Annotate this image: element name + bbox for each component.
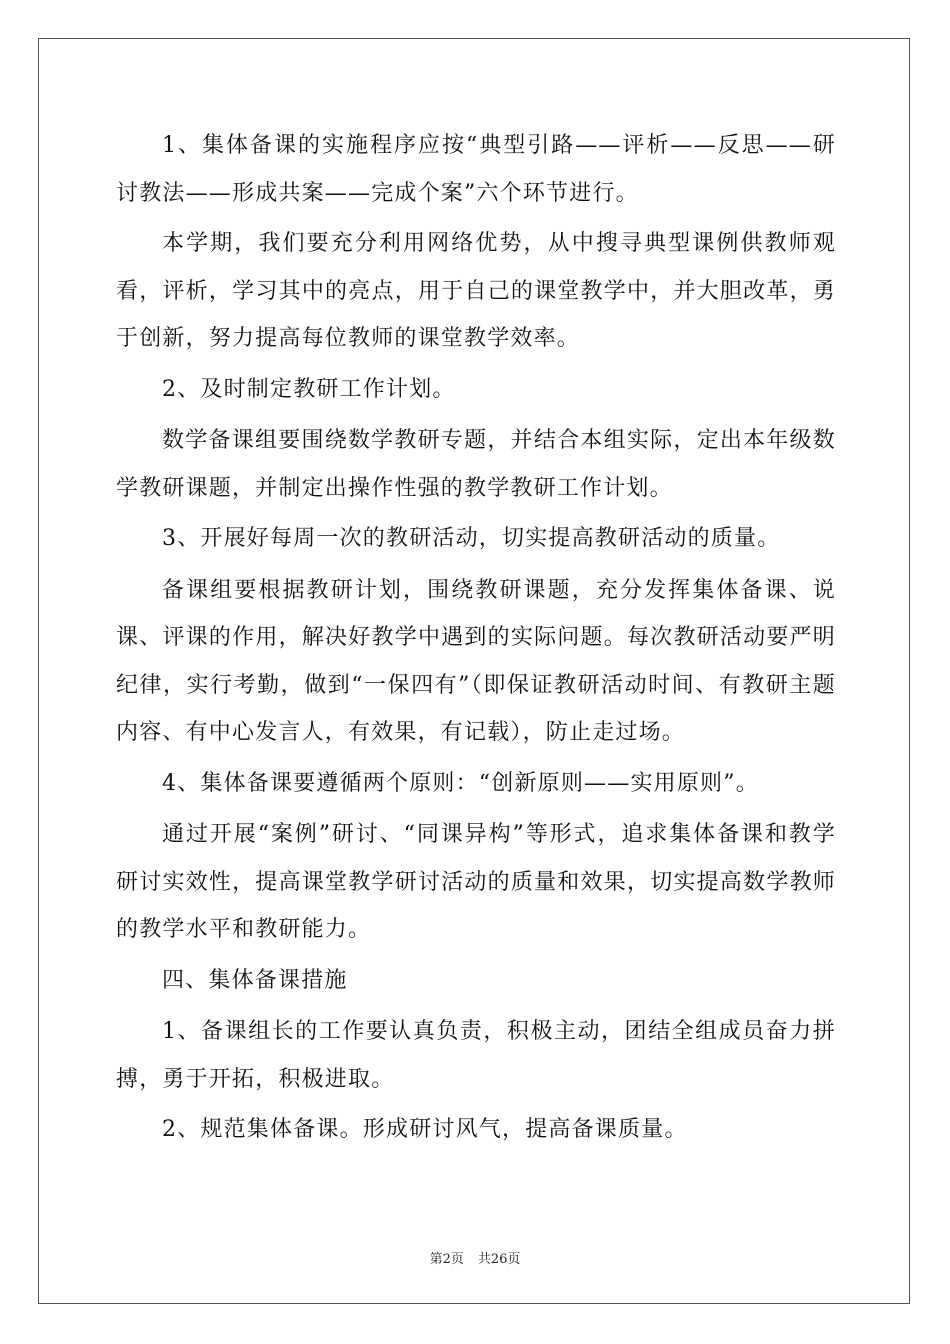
page-total: 共26页: [477, 1252, 521, 1267]
paragraph-step-2: 2、及时制定教研工作计划。: [162, 376, 456, 402]
paragraph-step-4: 4、集体备课要遵循两个原则：“创新原则——实用原则”。: [162, 770, 759, 796]
paragraph-step-1: 1、集体备课的实施程序应按“典型引路——评析——反思——研讨教法——形成共案——完成个案”六个环节进行。: [116, 133, 836, 206]
paragraph-measure-2: 2、规范集体备课。形成研讨风气，提高备课质量。: [162, 1117, 688, 1142]
page-footer: [0, 1248, 950, 1267]
paragraph-semester-plan: 本学期，我们要充分利用网络优势，从中搜寻典型课例供教师观看，评析，学习其中的亮点，用于自己的课堂教学中，并大胆改革，勇于创新，努力提高每位教师的课堂教学效率。: [116, 231, 836, 351]
document-body: [116, 122, 836, 1158]
paragraph-weekly-activity: 备课组要根据教研计划，围绕教研课题，充分发挥集体备课、说课、评课的作用，解决好教学中遇到的实际问题。每次教研活动要严明纪律，实行考勤，做到“一保四有”（即保证教研活动时间、有教研主题内容、有中心发言人，有效果，有记载），防止走过场。: [116, 577, 836, 745]
paragraph-measure-1: 1、备课组长的工作要认真负责，积极主动，团结全组成员奋力拼搏，勇于开拓，积极进取。: [116, 1019, 836, 1092]
paragraph-step-3: 3、开展好每周一次的教研活动，切实提高教研活动的质量。: [162, 526, 781, 551]
section-heading-measures: 四、集体备课措施: [162, 967, 348, 993]
paragraph-research-plan: 数学备课组要围绕数学教研专题，并结合本组实际，定出本年级数学教研课题，并制定出操作性强的教学教研工作计划。: [116, 428, 836, 501]
paragraph-case-study: 通过开展“案例”研讨、“同课异构”等形式，追求集体备课和教学研讨实效性，提高课堂教学研讨活动的质量和效果，切实提高数学教师的教学水平和教研能力。: [116, 822, 836, 942]
page-number: 第2页: [429, 1252, 464, 1267]
